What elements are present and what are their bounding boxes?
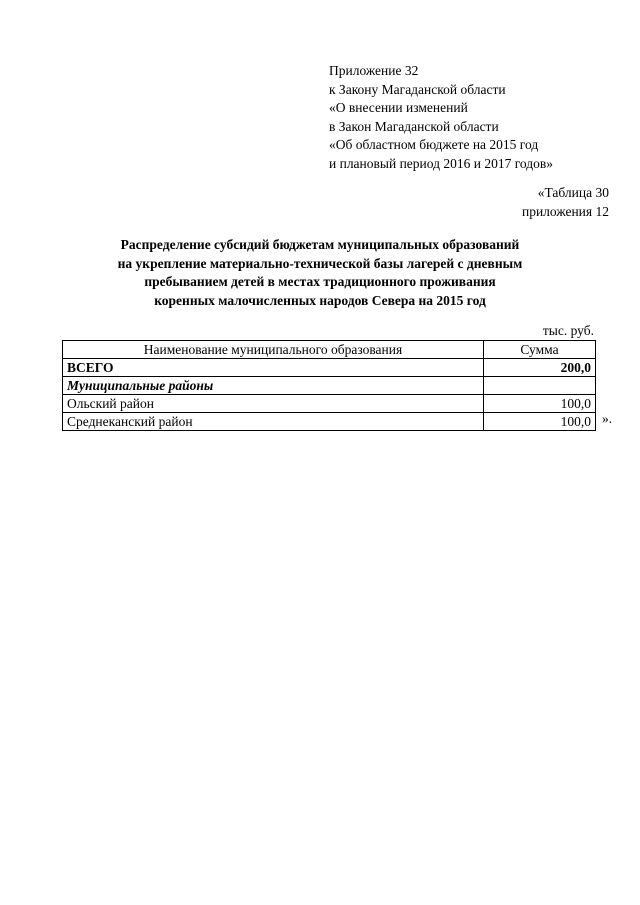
table-header-row (63, 341, 596, 359)
row-sum: 100,0 (484, 395, 596, 413)
appendix-header (329, 62, 553, 173)
header-sum: Сумма (484, 341, 596, 359)
table-reference-line: приложения 12 (521, 203, 609, 219)
title-line: Распределение субсидий бюджетам муниципальных образований (120, 237, 520, 252)
row-name: Среднеканский район (63, 413, 484, 431)
table-reference-line: «Таблица 30 (537, 185, 609, 200)
title-line: пребыванием детей в местах традиционного проживания (144, 274, 496, 289)
closing-quote-mark: ». (602, 411, 613, 426)
group-label: Муниципальные районы (63, 377, 484, 395)
subsidy-table (62, 340, 596, 431)
table-row (63, 395, 596, 413)
header-name: Наименование муниципального образования (63, 341, 484, 359)
unit-label: тыс. руб. (542, 323, 594, 338)
appendix-line: «О внесении изменений (329, 100, 468, 115)
title-line: на укрепление материально-технической базы лагерей с дневным (117, 255, 523, 271)
title-line: коренных малочисленных народов Севера на 2015 год (154, 292, 486, 308)
table-reference (522, 184, 609, 221)
appendix-line: к Закону Магаданской области (329, 81, 506, 97)
appendix-line: «Об областном бюджете на 2015 год (329, 137, 539, 152)
document-title (60, 236, 580, 310)
total-label: ВСЕГО (63, 359, 484, 377)
table-row (63, 413, 596, 431)
appendix-line: Приложение 32 (329, 63, 419, 78)
total-row (63, 359, 596, 377)
appendix-line: и плановый период 2016 и 2017 годов» (329, 155, 554, 171)
row-sum: 100,0 (484, 413, 596, 431)
group-row (63, 377, 596, 395)
row-name: Ольский район (63, 395, 484, 413)
group-sum (484, 377, 596, 395)
total-sum: 200,0 (484, 359, 596, 377)
appendix-line: в Закон Магаданской области (329, 118, 499, 134)
